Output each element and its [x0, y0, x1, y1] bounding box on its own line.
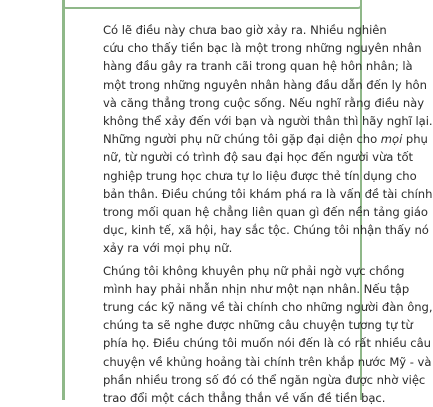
- text-line: không thể xảy đến với bạn và người thân thì hãy nghĩ lại.: [103, 114, 433, 129]
- text-line: và căng thẳng trong cuộc sống. Nếu nghĩ rằng điều này: [103, 95, 425, 110]
- text-segment: phụ: [402, 132, 428, 147]
- text-line: hàng đầu gây ra tranh cãi trong quan hệ hôn nhân; là: [103, 59, 413, 74]
- text-line: chuyện về khủng hoảng tài chính trên khắp nước Mỹ - và: [103, 354, 432, 369]
- page-frame-left: [62, 0, 65, 400]
- text-line: trao đổi một cách thẳng thắn về vấn đề tiền bạc.: [103, 391, 386, 406]
- emphasized-word: mọi: [380, 132, 403, 147]
- text-line-with-emphasis: [88, 130, 428, 148]
- text-line: chúng ta sẽ nghe được những câu chuyện tương tự từ: [103, 318, 413, 333]
- text-line: phía họ. Điều chúng tôi muốn nói đến là có rất nhiều câu: [103, 336, 431, 351]
- paragraph-2: [88, 262, 433, 407]
- text-line: bản thân. Điều chúng tôi khám phá ra là vấn đề tài chính: [103, 186, 433, 201]
- text-line: cứu cho thấy tiền bạc là một trong những nguyên nhân: [103, 41, 422, 56]
- text-line: xảy ra với mọi phụ nữ.: [103, 241, 233, 256]
- text-line: phần nhiều trong số đó có thể ngăn ngừa được nhờ việc: [103, 372, 426, 387]
- page-frame-top: [62, 0, 362, 9]
- text-line: nữ, từ người có trình độ sau đại học đến người vừa tốt: [103, 150, 414, 165]
- text-line: Có lẽ điều này chưa bao giờ xảy ra. Nhiều nghiên: [103, 23, 387, 37]
- text-line: một trong những nguyên nhân hàng đầu dẫn đến ly hôn: [103, 77, 427, 92]
- text-segment: Những người phụ nữ chúng tôi gặp đại diện cho: [103, 132, 381, 147]
- text-line: Chúng tôi không khuyên phụ nữ phải ngờ vực chồng: [103, 263, 405, 278]
- text-line: dục, kinh tế, xã hội, hay sắc tộc. Chúng tôi nhận thấy nó: [103, 223, 429, 238]
- text-line: trung các kỹ năng về tài chính cho những người đàn ông,: [103, 300, 433, 315]
- text-line: trong mối quan hệ chẳng liên quan gì đến nền tảng giáo: [103, 205, 428, 220]
- text-line: mình hay phải nhẫn nhịn như một nạn nhân. Nếu tập: [103, 281, 410, 296]
- body-text: [88, 21, 433, 407]
- paragraph-1: [88, 21, 433, 258]
- text-line: nghiệp trung học chưa tự lo liệu được thẻ tín dụng cho: [103, 168, 417, 183]
